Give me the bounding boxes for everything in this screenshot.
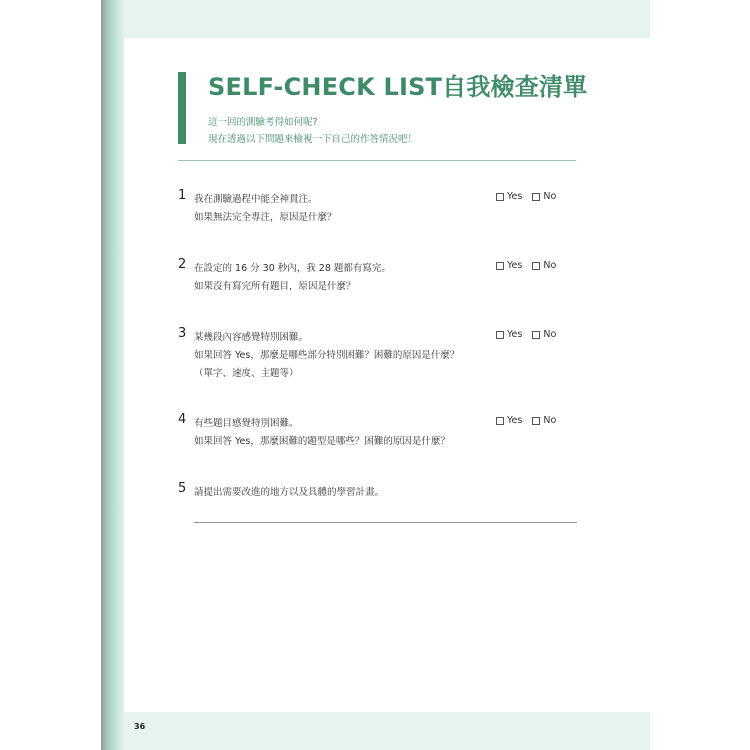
- title-accent-bar: [178, 72, 186, 144]
- question-line: 有些題目感覺特別困難。: [194, 418, 299, 429]
- bottom-band: [124, 712, 650, 750]
- question-text: [194, 484, 384, 502]
- yes-label: Yes: [507, 191, 523, 202]
- intro-text: [208, 114, 417, 148]
- no-checkbox[interactable]: [532, 417, 540, 425]
- yes-checkbox[interactable]: [496, 193, 504, 201]
- answer-line[interactable]: [194, 522, 577, 523]
- question-line: 如果回答 Yes，那麼是哪些部分特別困難？困難的原因是什麼？: [194, 350, 460, 361]
- no-checkbox[interactable]: [532, 193, 540, 201]
- question-line: （單字、速度、主題等）: [194, 368, 299, 379]
- question-line: 請提出需要改進的地方以及具體的學習計畫。: [194, 487, 385, 498]
- yes-no-group: [496, 415, 556, 427]
- question-number: 5: [178, 481, 187, 496]
- divider: [178, 160, 576, 161]
- top-band: [124, 0, 650, 38]
- question-line: 我在測驗過程中能全神貫注。: [194, 194, 318, 205]
- no-label: No: [543, 260, 557, 271]
- yes-checkbox[interactable]: [496, 417, 504, 425]
- question-text: [194, 191, 337, 227]
- question-line: 如果沒有寫完所有題目，原因是什麼？: [194, 281, 356, 292]
- question-number: 3: [178, 326, 187, 341]
- binding-edge: [107, 0, 124, 750]
- question-text: [194, 329, 459, 383]
- no-label: No: [543, 191, 557, 202]
- no-checkbox[interactable]: [532, 262, 540, 270]
- no-label: No: [543, 415, 557, 426]
- yes-no-group: [496, 329, 556, 341]
- no-label: No: [543, 329, 557, 340]
- question-line: 在設定的 16 分 30 秒內，我 28 題都有寫完。: [194, 263, 391, 274]
- question-number: 4: [178, 412, 187, 427]
- intro-line: 這一回的測驗考得如何呢?: [208, 117, 318, 128]
- intro-line: 現在透過以下問題來檢視一下自己的作答情況吧！: [208, 134, 418, 145]
- question-line: 如果回答 Yes，那麼困難的題型是哪些？困難的原因是什麼？: [194, 436, 450, 447]
- yes-label: Yes: [507, 329, 523, 340]
- yes-checkbox[interactable]: [496, 331, 504, 339]
- page-title: SELF-CHECK LIST自我檢查清單: [208, 73, 588, 101]
- page-number: 36: [134, 722, 146, 731]
- question-line: 某幾段內容感覺特別困難。: [194, 332, 309, 343]
- question-number: 2: [178, 257, 187, 272]
- question-text: [194, 415, 450, 451]
- yes-checkbox[interactable]: [496, 262, 504, 270]
- question-number: 1: [178, 188, 187, 203]
- yes-label: Yes: [507, 260, 523, 271]
- no-checkbox[interactable]: [532, 331, 540, 339]
- yes-no-group: [496, 260, 556, 272]
- page: [124, 0, 650, 750]
- question-text: [194, 260, 391, 296]
- question-line: 如果無法完全專注，原因是什麼？: [194, 212, 337, 223]
- yes-label: Yes: [507, 415, 523, 426]
- yes-no-group: [496, 191, 556, 203]
